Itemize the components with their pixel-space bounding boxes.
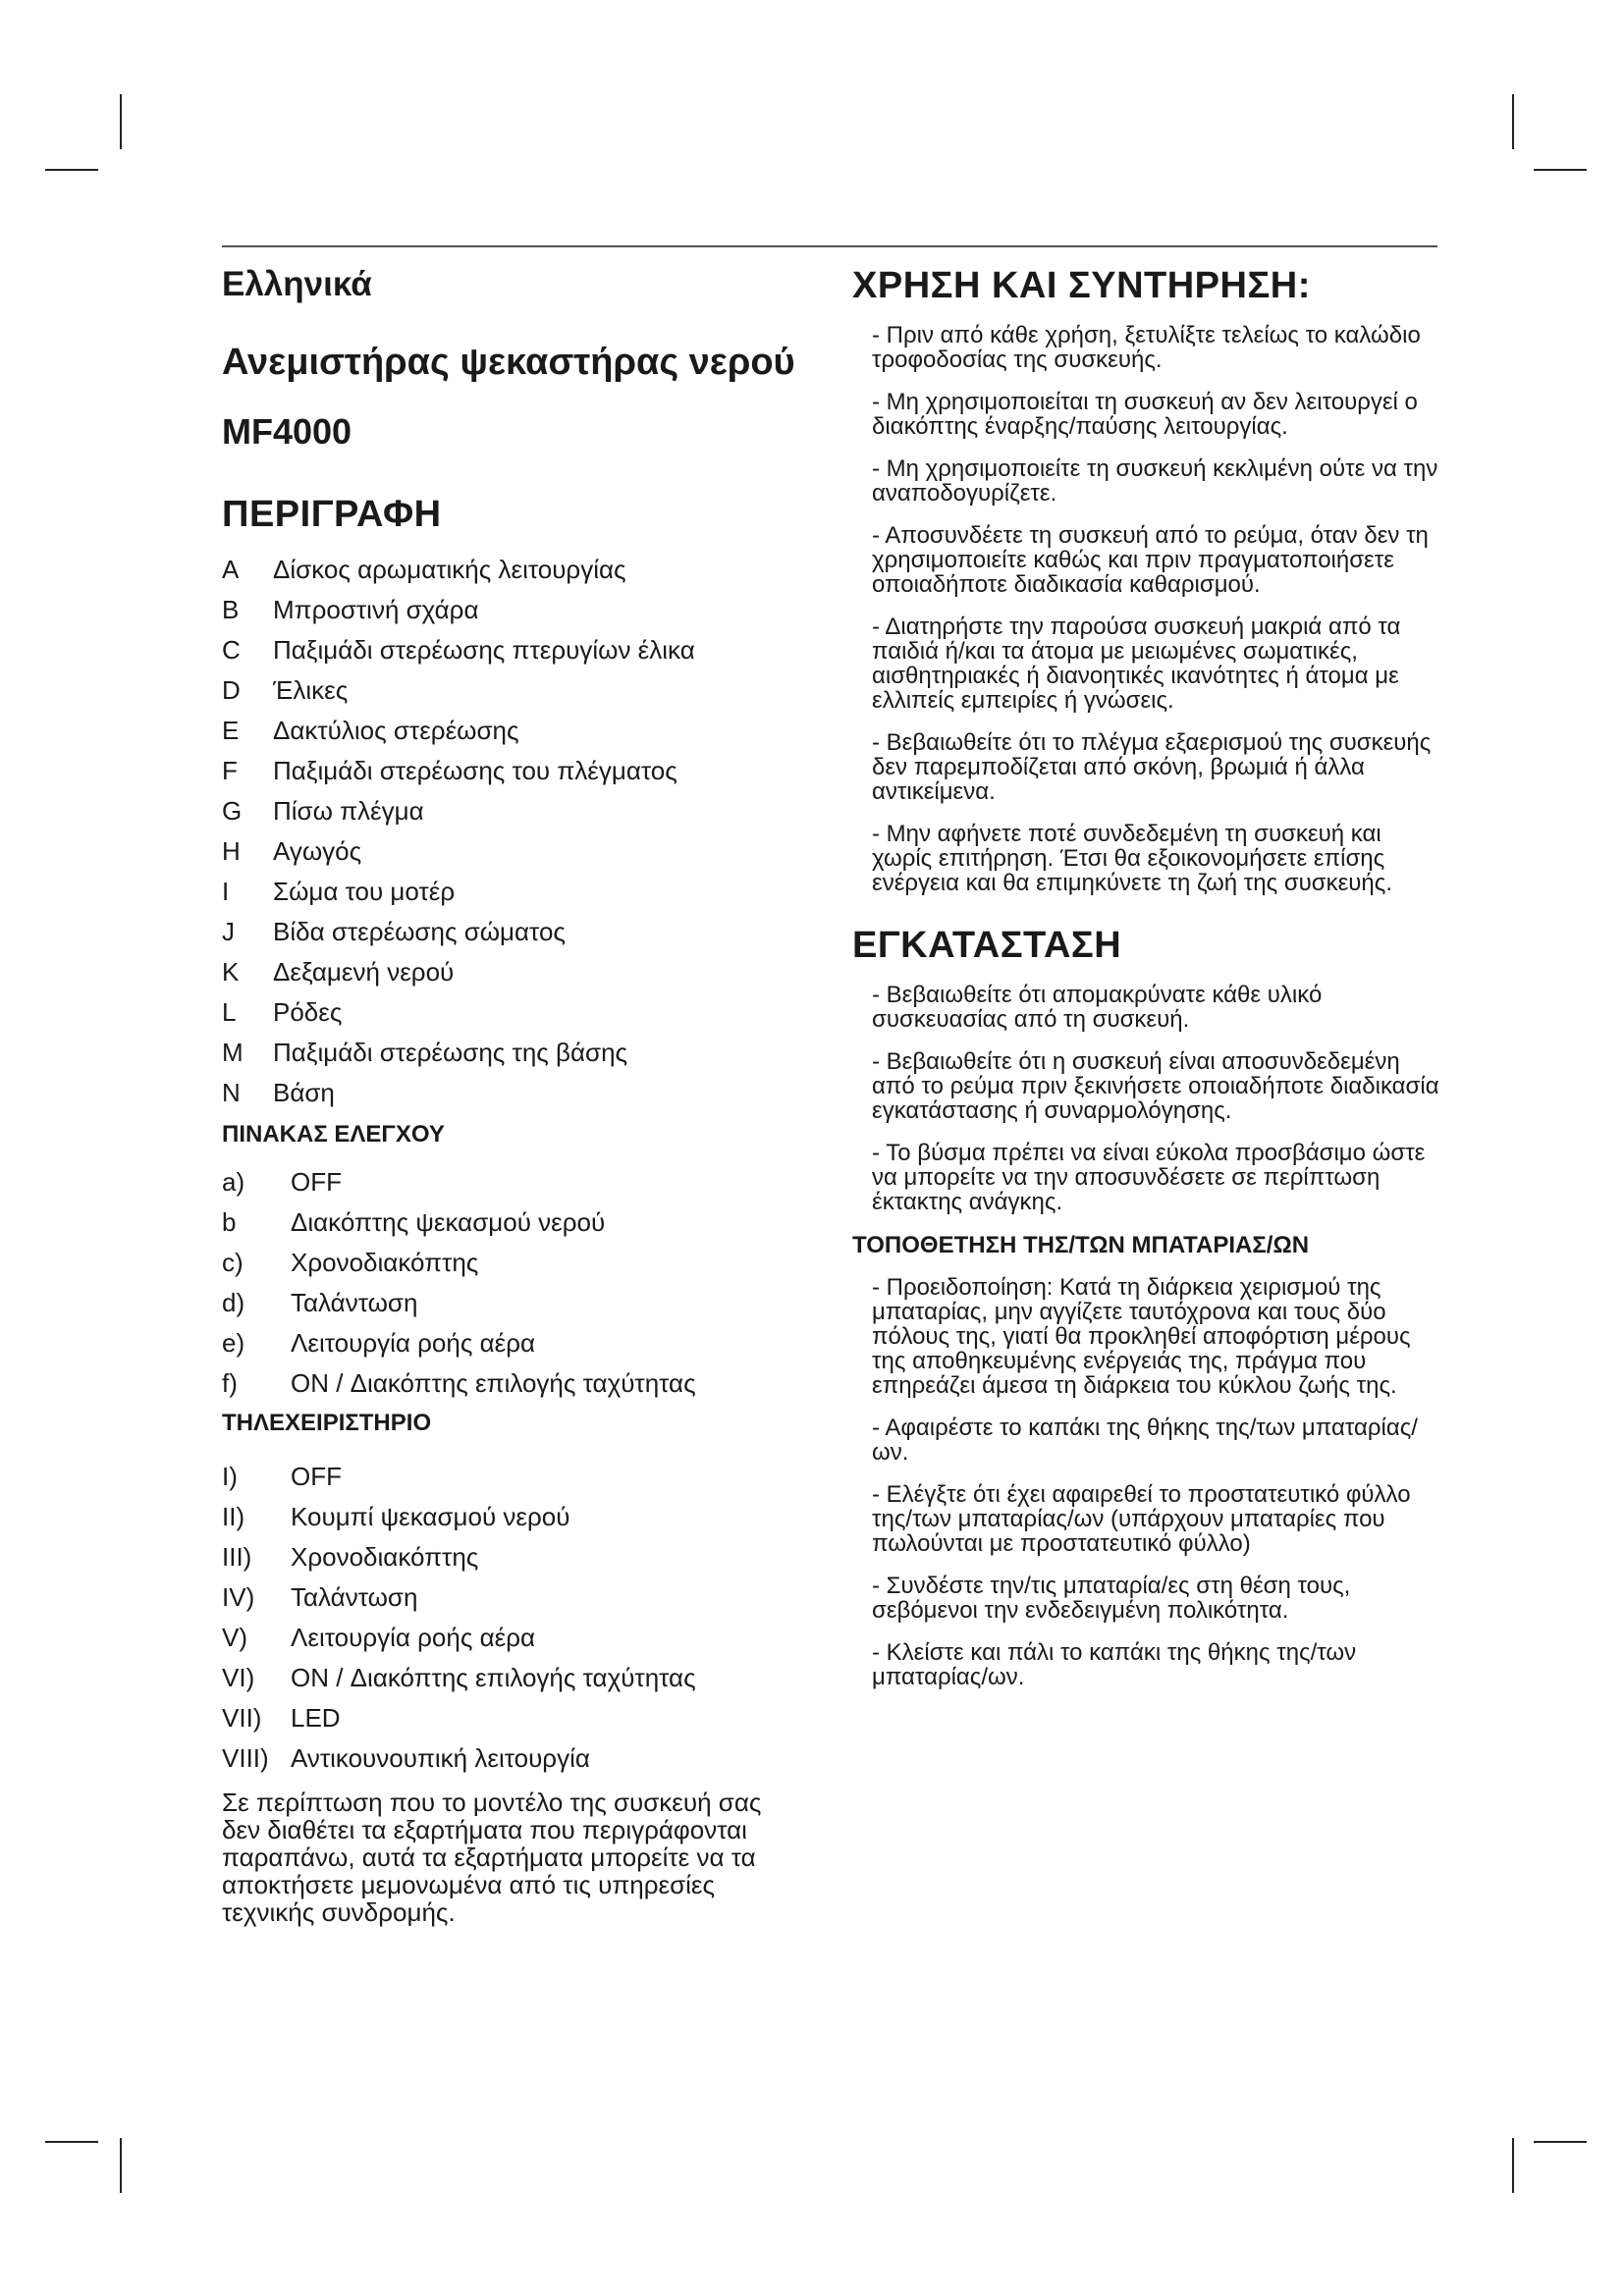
installation-heading: ΕΓΚΑΤΑΣΤΑΣΗ: [852, 925, 1122, 966]
installation-paragraph: - Βεβαιωθείτε ότι η συσκευή είναι αποσυνδεδεμένη από το ρεύμα πριν ξεκινήσετε οποιαδήποτε διαδικασία εγκατάστασης ή συναρμολόγησης.: [872, 1048, 1439, 1124]
crop-mark-bottom-left-vertical: [120, 2138, 122, 2193]
list-item: c) Χρονοδιακόπτης: [222, 1248, 479, 1277]
list-item: F Παξιμάδι στερέωσης του πλέγματος: [222, 756, 677, 785]
usage-paragraph: - Βεβαιωθείτε ότι το πλέγμα εξαερισμού της συσκευής δεν παρεμποδίζεται από σκόνη, βρωμιά ή άλλα αντικείμενα.: [872, 729, 1432, 805]
control-panel-heading: ΠΙΝΑΚΑΣ ΕΛΕΓΧΟΥ: [222, 1121, 445, 1148]
usage-paragraph: - Αποσυνδέετε τη συσκευή από το ρεύμα, όταν δεν τη χρησιμοποιείτε καθώς και πριν πραγματοποιήσετε οποιαδήποτε διαδικασία καθαρισμού.: [872, 522, 1429, 598]
list-item: A Δίσκος αρωματικής λειτουργίας: [222, 555, 626, 584]
control-panel-list: [222, 1162, 801, 1404]
description-heading: ΠΕΡΙΓΡΑΦΗ: [222, 494, 442, 535]
list-item: f) ON / Διακόπτης επιλογής ταχύτητας: [222, 1368, 696, 1398]
product-title: Ανεμιστήρας ψεκαστήρας νερού: [222, 342, 795, 383]
left-column: [222, 257, 801, 1926]
language-label: Ελληνικά: [222, 265, 372, 303]
crop-mark-bottom-right-vertical: [1512, 2138, 1514, 2193]
list-item: VII) LED: [222, 1703, 341, 1733]
list-item: III) Χρονοδιακόπτης: [222, 1542, 479, 1572]
list-item: H Αγωγός: [222, 836, 362, 866]
list-item: G Πίσω πλέγμα: [222, 796, 424, 826]
model-number: MF4000: [222, 411, 352, 452]
list-item: I) OFF: [222, 1462, 342, 1491]
crop-mark-top-right-vertical: [1512, 94, 1514, 149]
right-column: [852, 257, 1441, 1707]
batteries-paragraph: - Προειδοποίηση: Κατά τη διάρκεια χειρισμού της μπαταρίας, μην αγγίζετε ταυτόχρονα και τους δύο πόλους της, γιατί θα προκληθεί αποφόρτιση μέρους της αποθηκευμένης ενέργειάς της, πράγμα που επηρεάζει άμεσα τη διάρκεια του κύκλου ζωής της.: [872, 1274, 1411, 1399]
installation-paragraph: - Βεβαιωθείτε ότι απομακρύνατε κάθε υλικό συσκευασίας από τη συσκευή.: [872, 982, 1323, 1033]
crop-mark-bottom-right-horizontal: [1534, 2141, 1587, 2143]
usage-paragraph: - Μη χρησιμοποιείται τη συσκευή αν δεν λειτουργεί ο διακόπτης έναρξης/παύσης λειτουργίας.: [872, 389, 1418, 440]
usage-heading: ΧΡΗΣΗ ΚΑΙ ΣΥΝΤΗΡΗΣΗ:: [852, 265, 1311, 306]
batteries-paragraph: - Κλείστε και πάλι το καπάκι της θήκης της/των μπαταρίας/ων.: [872, 1639, 1357, 1690]
list-item: E Δακτύλιος στερέωσης: [222, 716, 519, 745]
crop-mark-top-right-horizontal: [1534, 169, 1587, 171]
accessories-note: Σε περίπτωση που το μοντέλο της συσκευή σας δεν διαθέτει τα εξαρτήματα που περιγράφονται παραπάνω, αυτά τα εξαρτήματα μπορείτε να τα αποκτήσετε μεμονωμένα από τις υπηρεσίες τεχνικής συνδρομής.: [222, 1788, 762, 1927]
list-item: b Διακόπτης ψεκασμού νερού: [222, 1207, 606, 1237]
list-item: M Παξιμάδι στερέωσης της βάσης: [222, 1038, 628, 1067]
batteries-heading: ΤΟΠΟΘΕΤΗΣΗ ΤΗΣ/ΤΩΝ ΜΠΑΤΑΡΙΑΣ/ΩΝ: [852, 1232, 1310, 1258]
list-item: D Έλικες: [222, 675, 349, 705]
top-rule: [222, 245, 1437, 247]
list-item: L Ρόδες: [222, 997, 343, 1027]
list-item: d) Ταλάντωση: [222, 1288, 418, 1317]
list-item: B Μπροστινή σχάρα: [222, 595, 479, 624]
list-item: N Βάση: [222, 1078, 335, 1107]
crop-mark-top-left-vertical: [120, 94, 122, 149]
list-item: VI) ON / Διακόπτης επιλογής ταχύτητας: [222, 1663, 696, 1692]
list-item: a) OFF: [222, 1167, 342, 1197]
usage-paragraph: - Μην αφήνετε ποτέ συνδεδεμένη τη συσκευή και χωρίς επιτήρηση. Έτσι θα εξοικονομήσετε επίσης ενέργεια και θα επιμηκύνετε τη ζωή της συσκευής.: [872, 821, 1392, 896]
list-item: K Δεξαμενή νερού: [222, 957, 455, 987]
description-list: [222, 550, 801, 1113]
list-item: V) Λειτουργία ροής αέρα: [222, 1623, 536, 1652]
list-item: J Βίδα στερέωσης σώματος: [222, 917, 566, 946]
batteries-paragraph: - Συνδέστε την/τις μπαταρία/ες στη θέση τους, σεβόμενοι την ενδεδειγμένη πολικότητα.: [872, 1573, 1351, 1624]
usage-paragraph: - Διατηρήστε την παρούσα συσκευή μακριά από τα παιδιά ή/και τα άτομα με μειωμένες σωματικές, αισθητηριακές ή διανοητικές ικανότητες ή άτομα με ελλιπείς εμπειρίες ή γνώσεις.: [872, 614, 1401, 714]
list-item: II) Κουμπί ψεκασμού νερού: [222, 1502, 570, 1531]
usage-paragraph: - Πριν από κάθε χρήση, ξετυλίξτε τελείως το καλώδιο τροφοδοσίας της συσκευής.: [872, 322, 1421, 373]
list-item: I Σώμα του μοτέρ: [222, 877, 456, 906]
list-item: IV) Ταλάντωση: [222, 1582, 418, 1612]
remote-list: [222, 1457, 801, 1779]
installation-paragraph: - Το βύσμα πρέπει να είναι εύκολα προσβάσιμο ώστε να μπορείτε να την αποσυνδέσετε σε περίπτωση έκτακτης ανάγκης.: [872, 1140, 1426, 1215]
crop-mark-bottom-left-horizontal: [45, 2141, 98, 2143]
batteries-paragraph: - Ελέγξτε ότι έχει αφαιρεθεί το προστατευτικό φύλλο της/των μπαταρίας/ων (υπάρχουν μπαταρίες που πωλούνται με προστατευτικό φύλλο): [872, 1481, 1411, 1557]
list-item: e) Λειτουργία ροής αέρα: [222, 1328, 536, 1358]
list-item: C Παξιμάδι στερέωσης πτερυγίων έλικα: [222, 635, 695, 665]
crop-mark-top-left-horizontal: [45, 169, 98, 171]
usage-paragraph: - Μη χρησιμοποιείτε τη συσκευή κεκλιμένη ούτε να την αναποδογυρίζετε.: [872, 455, 1438, 507]
remote-heading: ΤΗΛΕΧΕΙΡΙΣΤΗΡΙΟ: [222, 1410, 432, 1436]
list-item: VIII) Αντικουνουπική λειτουργία: [222, 1743, 590, 1773]
batteries-paragraph: - Αφαιρέστε το καπάκι της θήκης της/των μπαταρίας/ων.: [872, 1415, 1418, 1466]
